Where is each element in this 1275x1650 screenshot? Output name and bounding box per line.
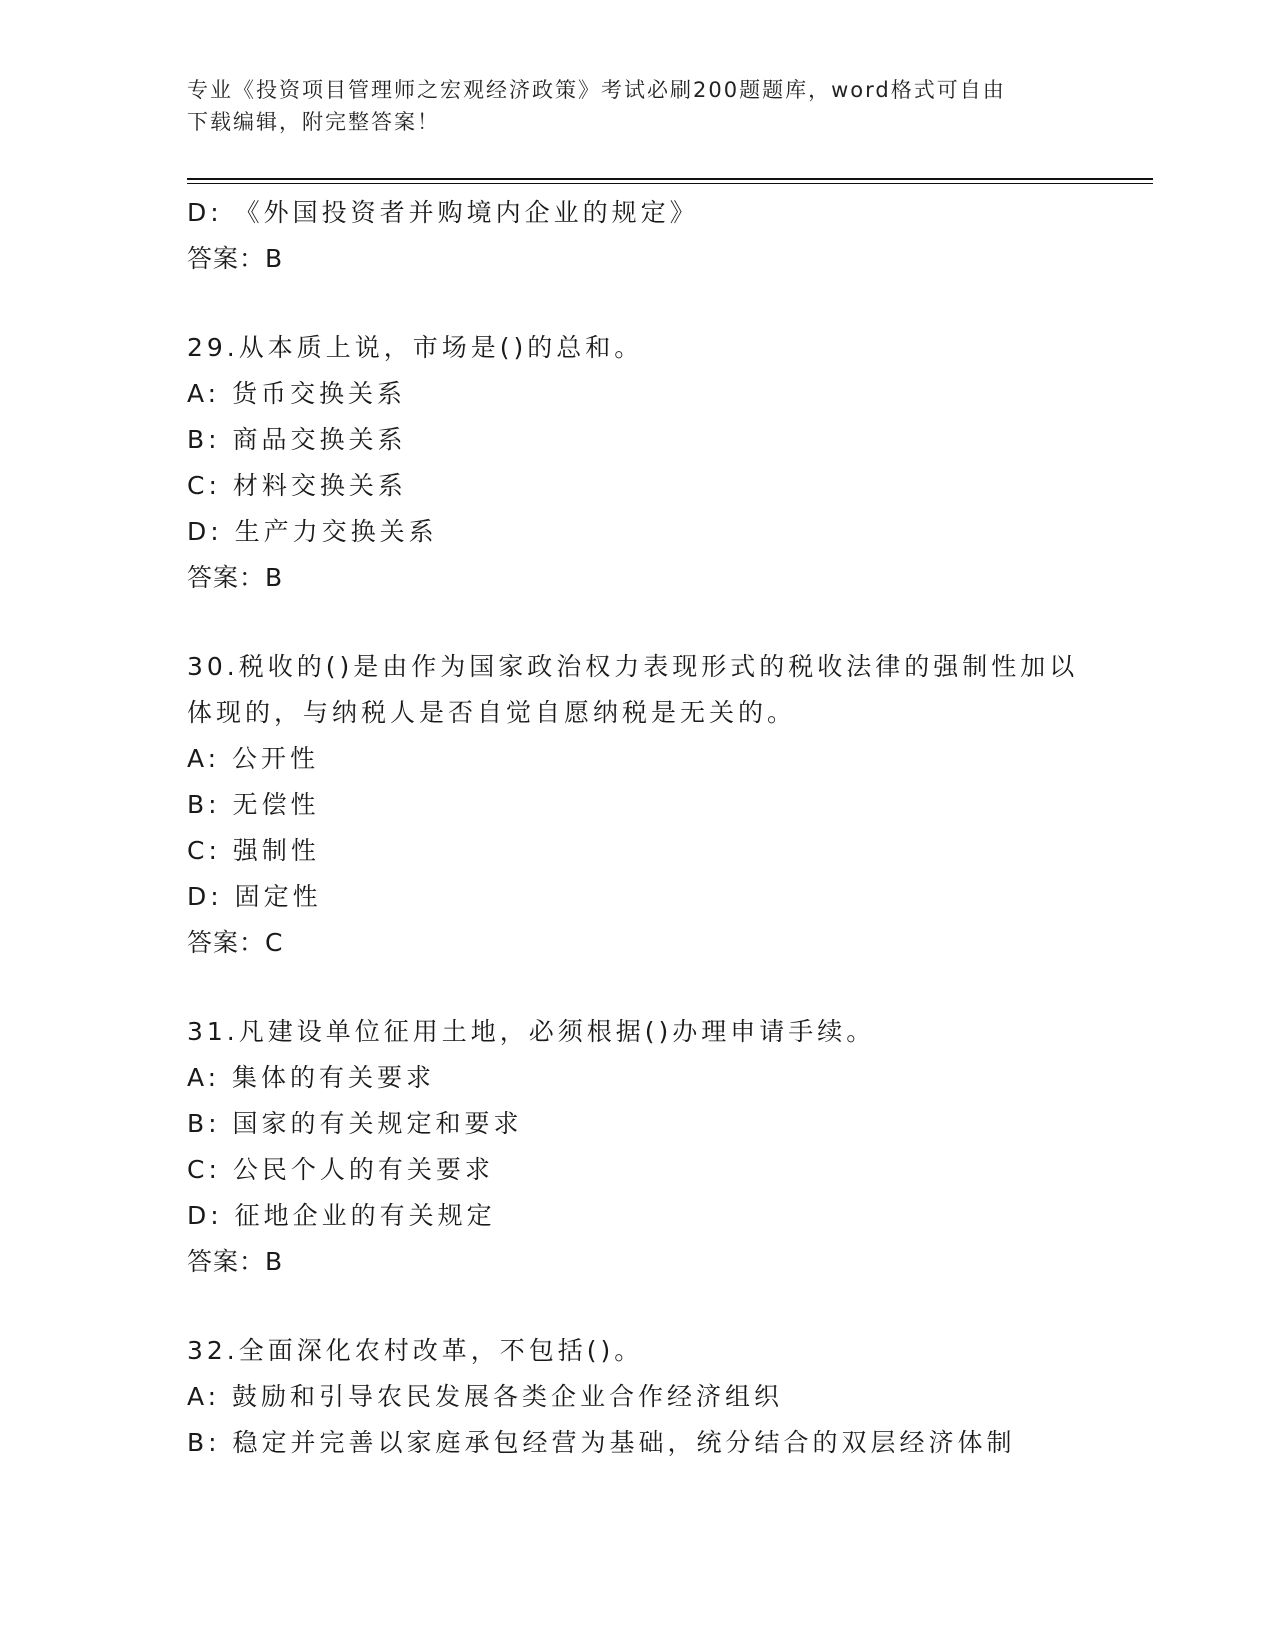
q31-option-b: B: 国家的有关规定和要求 [187,1109,523,1138]
q28-answer: 答案：B [187,244,284,273]
q29-option-b: B: 商品交换关系 [187,425,407,454]
q29-option-c: C: 材料交换关系 [187,471,407,500]
q30-stem-continued: 体现的，与纳税人是否自觉自愿纳税是无关的。 [187,698,797,727]
spacer [187,966,1153,1009]
q29-stem: 29.从本质上说，市场是()的总和。 [187,333,644,362]
q30-answer: 答案：C [187,928,284,957]
q31-answer: 答案：B [187,1247,284,1276]
q28-option-d: D: 《外国投资者并购境内企业的规定》 [187,198,699,227]
q30-option-b: B: 无偿性 [187,790,320,819]
spacer [187,1285,1153,1328]
q30-option-d: D: 固定性 [187,882,322,911]
document-header [187,74,1067,138]
q29-option-d: D: 生产力交换关系 [187,517,438,546]
q32-option-b: B: 稳定并完善以家庭承包经营为基础，统分结合的双层经济体制 [187,1428,1016,1457]
header-line-2: 下载编辑，附完整答案！ [187,110,440,134]
q31-stem: 31.凡建设单位征用土地，必须根据()办理申请手续。 [187,1017,876,1046]
q30-option-c: C: 强制性 [187,836,320,865]
spacer [187,282,1153,325]
q31-option-a: A: 集体的有关要求 [187,1063,436,1092]
q32-option-a: A: 鼓励和引导农民发展各类企业合作经济组织 [187,1382,784,1411]
header-rule-thick [187,178,1153,180]
q31-option-d: D: 征地企业的有关规定 [187,1201,496,1230]
spacer [187,601,1153,644]
q31-option-c: C: 公民个人的有关要求 [187,1155,494,1184]
question-content [187,190,1153,1466]
q30-stem: 30.税收的()是由作为国家政治权力表现形式的税收法律的强制性加以 [187,652,1079,681]
q30-option-a: A: 公开性 [187,744,320,773]
q29-answer: 答案：B [187,563,284,592]
header-rule-thin [187,183,1153,184]
q29-option-a: A: 货币交换关系 [187,379,407,408]
q32-stem: 32.全面深化农村改革，不包括()。 [187,1336,644,1365]
header-line-1: 专业《投资项目管理师之宏观经济政策》考试必刷200题题库，word格式可自由 [187,78,1006,102]
